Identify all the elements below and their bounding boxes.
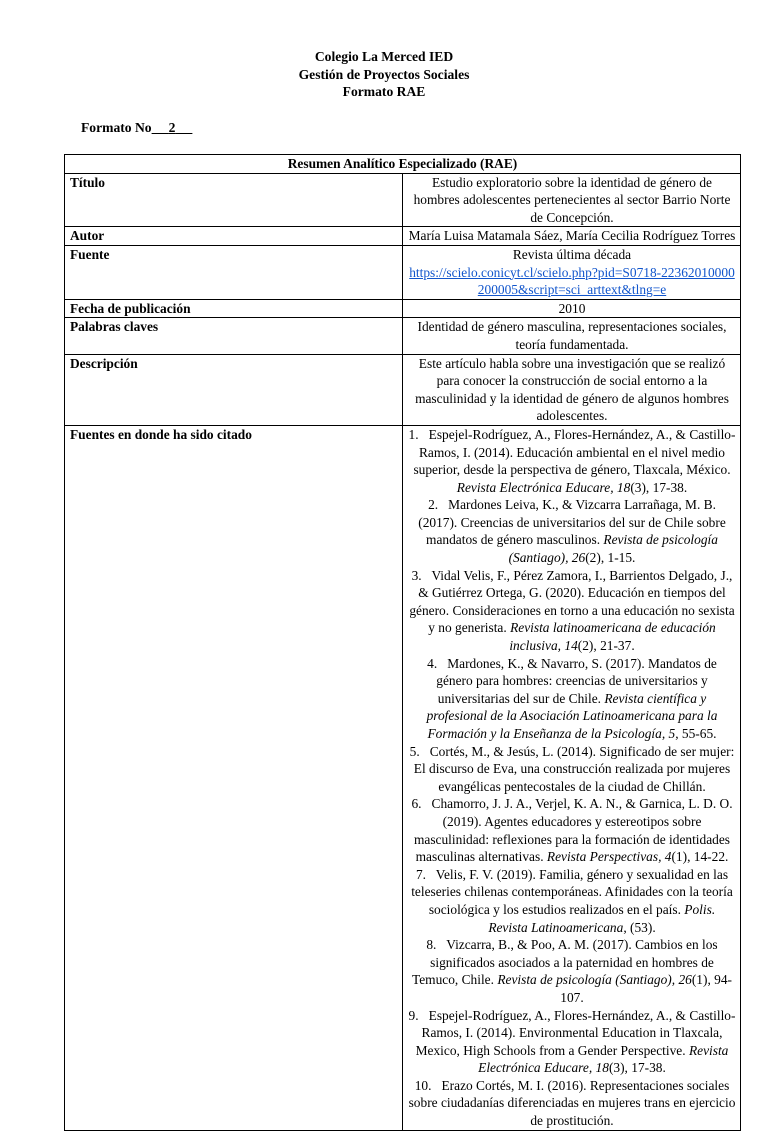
reference-number: 2. [428, 497, 439, 513]
reference-text: Vizcarra, B., & Poo, A. M. (2017). Cambios en los significados asociados a la paternidad en hombres de Temuco, Chile. [411, 937, 718, 988]
references-cell [403, 425, 741, 1130]
fuentes-label: Fuentes en donde ha sido citado [65, 425, 403, 1130]
reference-text: Espejel-Rodríguez, A., Flores-Hernández, A., & Castillo-Ramos, I. (2014). Educación ambiental en el nivel medio superior, desde la perspectiva de género, Tlaxcala, México. [413, 426, 736, 478]
fuente-cell [403, 245, 741, 299]
reference-volume: , 5 [661, 726, 676, 741]
reference-text: Vidal Velis, F., Pérez Zamora, I., Barrientos Delgado, J., & Gutiérrez Ortega, G. (2020). Educación en tiempos del género. Consideraciones en torno a una educación no sexista y no generista. [409, 567, 735, 636]
autor-label: Autor [65, 227, 403, 246]
format-name: Formato RAE [342, 84, 426, 99]
reference-pages: (3), 17-38. [630, 479, 688, 495]
reference-number: 6. [411, 796, 422, 812]
reference-text: Mardones, K., & Navarro, S. (2017). Mandatos de género para hombres: creencias de universitarios y universitarias del sur de Chile. [436, 655, 717, 706]
reference-journal: Revista latinoamericana de educación inclusiva [509, 620, 716, 654]
fuente-label: Fuente [65, 245, 403, 299]
reference-number: 10. [414, 1077, 432, 1093]
table-row [65, 173, 741, 227]
fecha-value: 2010 [403, 299, 741, 318]
reference-journal: Polis. Revista Latinoamericana [488, 901, 716, 935]
format-number-line [81, 119, 192, 137]
reference-journal: Revista científica y profesional de la Asociación Latinoamericana para la Formación y la Enseñanza de la Psicología [426, 690, 718, 741]
reference-pages: , (53). [623, 919, 656, 935]
reference-volume: , 4 [658, 849, 672, 865]
list-item [408, 866, 736, 936]
descripcion-value: Este artículo habla sobre una investigación que se realizó para conocer la construcción de social entorno a la masculinidad y la identidad de género de algunos hombres adolescentes. [403, 354, 741, 425]
table-row [65, 299, 741, 318]
list-item [408, 426, 736, 496]
palabras-label: Palabras claves [65, 318, 403, 354]
reference-volume: , 26 [671, 972, 692, 988]
reference-pages: (2), 1-15. [585, 550, 636, 566]
subject-name: Gestión de Proyectos Sociales [298, 66, 470, 82]
document-header [0, 48, 768, 101]
reference-volume: , 18 [588, 1060, 609, 1076]
table-row [65, 425, 741, 1130]
reference-pages: (1), 94-107. [560, 972, 733, 1005]
reference-journal: Revista de psicología (Santiago) [508, 532, 718, 566]
reference-number: 1. [408, 426, 419, 442]
reference-text: Erazo Cortés, M. I. (2016). Representaciones sociales sobre ciudadanías diferenciadas en mujeres trans en ejercicio de prostitución. [408, 1077, 736, 1129]
reference-volume: , 14 [557, 638, 578, 654]
descripcion-label: Descripción [65, 354, 403, 425]
table-row [65, 227, 741, 246]
rae-table [64, 154, 741, 1131]
reference-pages: (1), 14-22. [671, 849, 729, 865]
reference-journal: Revista de psicología (Santiago) [497, 972, 672, 988]
reference-volume: , 18 [610, 479, 631, 495]
titulo-label: Título [65, 173, 403, 227]
format-number-label: Formato No [81, 120, 152, 135]
reference-pages: (2), 21-37. [577, 638, 635, 654]
table-row [65, 245, 741, 299]
reference-text: Velis, F. V. (2019). Familia, género y sexualidad en las teleseries chilenas contemporáneas. Afinidades con la teoría sociológica y los estudios realizados en el país. [411, 866, 733, 917]
reference-number: 4. [427, 655, 438, 671]
list-item [408, 936, 736, 1006]
fuente-link[interactable]: https://scielo.conicyt.cl/scielo.php?pid=S0718-22362010000200005&script=sci_arttext&tlng=e [409, 264, 735, 298]
reference-number: 7. [415, 866, 426, 882]
reference-text: Chamorro, J. J. A., Verjel, K. A. N., & Garnica, L. D. O. (2019). Agentes educadores y estereotipos sobre masculinidad: reflexiones para la formación de identidades masculinas alternativas. [413, 796, 733, 865]
reference-text: Mardones Leiva, K., & Vizcarra Larrañaga, M. B. (2017). Creencias de universitarios del sur de Chile sobre mandatos de género masculinos. [418, 497, 726, 548]
list-item [408, 795, 736, 865]
reference-text: Espejel-Rodríguez, A., Flores-Hernández, A., & Castillo-Ramos, I. (2014). Environmental Education in Tlaxcala, Mexico, High Schools from a Gender Perspective. [415, 1007, 736, 1058]
reference-pages: (3), 17-38. [608, 1060, 666, 1076]
reference-number: 3. [411, 567, 422, 583]
reference-volume: , 26 [565, 550, 586, 566]
reference-number: 5. [409, 743, 420, 759]
table-caption-row [65, 155, 741, 174]
reference-journal: Revista Perspectivas [546, 849, 659, 865]
fuente-value: Revista última década [512, 246, 632, 262]
list-item [408, 655, 736, 743]
reference-text: Cortés, M., & Jesús, L. (2014). Significado de ser mujer: El discurso de Eva, una construcción realizada por mujeres evangélicas pentecostales de la ciudad de Chillán. [413, 743, 735, 794]
titulo-value: Estudio exploratorio sobre la identidad de género de hombres adolescentes pertenecientes al sector Barrio Norte de Concepción. [403, 173, 741, 227]
list-item [408, 567, 736, 655]
autor-value: María Luisa Matamala Sáez, María Cecilia Rodríguez Torres [403, 227, 741, 246]
references-list [408, 426, 736, 1130]
school-name: Colegio La Merced IED [314, 49, 454, 64]
reference-journal: Revista Electrónica Educare [456, 479, 611, 495]
palabras-value: Identidad de género masculina, representaciones sociales, teoría fundamentada. [403, 318, 741, 354]
table-row [65, 354, 741, 425]
list-item [408, 1007, 736, 1077]
reference-pages: , 55-65. [675, 726, 717, 741]
list-item [408, 496, 736, 566]
format-number-value: 2 [168, 120, 176, 135]
table-caption: Resumen Analítico Especializado (RAE) [65, 155, 741, 174]
reference-number: 9. [408, 1007, 419, 1023]
reference-number: 8. [426, 937, 437, 953]
list-item [408, 1077, 736, 1130]
reference-journal: Revista Electrónica Educare [478, 1042, 729, 1076]
table-row [65, 318, 741, 354]
fecha-label: Fecha de publicación [65, 299, 403, 318]
list-item [408, 743, 736, 796]
